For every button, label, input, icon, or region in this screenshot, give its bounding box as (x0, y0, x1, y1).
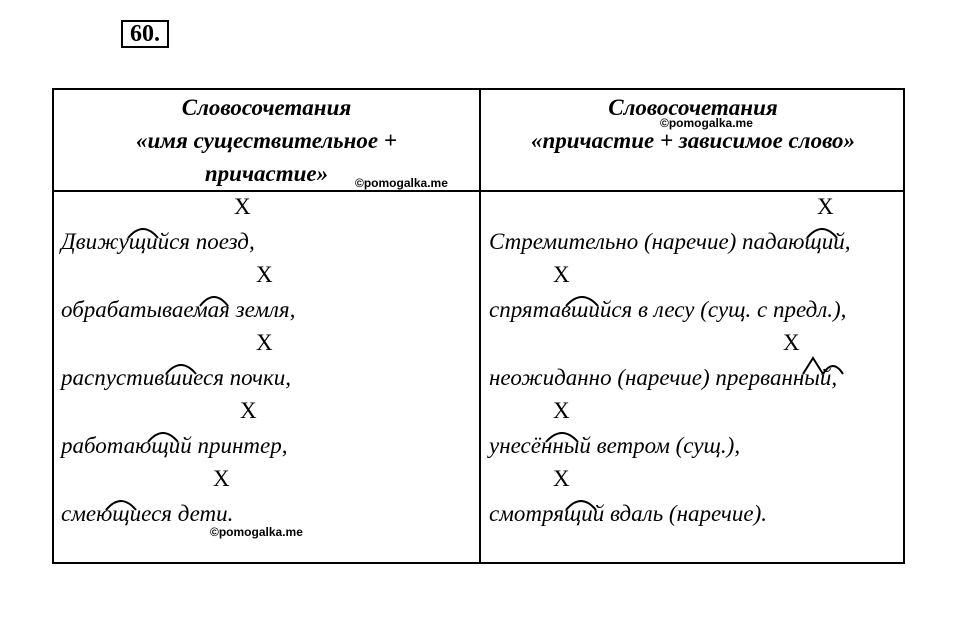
suffix-mark: X (213, 466, 230, 491)
suffix-arc (166, 365, 196, 374)
left-header-line: Словосочетания (181, 95, 352, 120)
right-entry: унесённый ветром (сущ.), (489, 433, 741, 458)
suffix-mark: X (783, 330, 800, 355)
watermark: ©pomogalka.me (210, 525, 303, 539)
right-header-line: Словосочетания (608, 95, 778, 120)
suffix-arc (200, 297, 228, 306)
left-entry: распустившиеся почки, (61, 365, 292, 390)
suffix-mark: X (256, 330, 273, 355)
suffix-arc (546, 433, 578, 442)
exercise-number: 60. (121, 20, 169, 48)
right-entry: неожиданно (наречие) прерванный, (489, 365, 838, 390)
suffix-mark: X (234, 194, 251, 219)
left-entry: смеющиеся дети. (61, 501, 234, 526)
suffix-mark: X (240, 398, 257, 423)
suffix-arc (566, 501, 596, 510)
right-header-line: «причастие + зависимое слово» (530, 128, 856, 153)
suffix-arc (823, 366, 843, 374)
suffix-mark: X (553, 262, 570, 287)
suffix-arc (803, 358, 823, 374)
left-header-line: причастие» (204, 161, 329, 186)
suffix-mark: X (256, 262, 273, 287)
suffix-arc (566, 297, 598, 306)
suffix-arc (807, 229, 837, 238)
watermark: ©pomogalka.me (355, 176, 448, 190)
left-entry: работающий принтер, (61, 433, 288, 458)
left-header-line: «имя существительное + (135, 128, 397, 153)
suffix-arc (106, 501, 136, 510)
watermark: ©pomogalka.me (660, 116, 753, 130)
right-entry: спрятавшийся в лесу (сущ. с предл.), (489, 297, 847, 322)
suffix-arc (148, 433, 178, 442)
suffix-arc (128, 229, 158, 238)
right-entry: Стремительно (наречие) падающий, (489, 229, 851, 254)
suffix-mark: X (553, 398, 570, 423)
right-entry: смотрящий вдаль (наречие). (489, 501, 767, 526)
suffix-mark: X (817, 194, 834, 219)
left-entry: обрабатываемая земля, (61, 297, 296, 322)
suffix-mark: X (553, 466, 570, 491)
left-entry: Движущийся поезд, (61, 229, 255, 254)
